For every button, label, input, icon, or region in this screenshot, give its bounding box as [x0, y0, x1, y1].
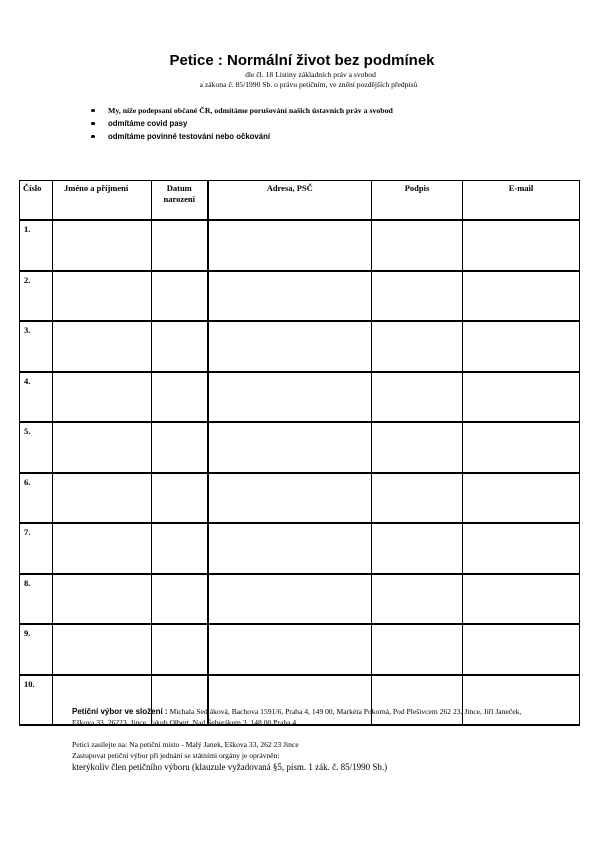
cell-address[interactable]	[208, 372, 372, 423]
cell-signature[interactable]	[372, 271, 463, 322]
table-row	[20, 220, 580, 271]
cell-email[interactable]	[463, 372, 580, 423]
cell-birthdate[interactable]	[152, 523, 208, 574]
column-header-signature: Podpis	[372, 181, 463, 221]
cell-email[interactable]	[463, 574, 580, 625]
table-row	[20, 624, 580, 675]
cell-number: 4.	[20, 372, 53, 423]
cell-name[interactable]	[53, 523, 152, 574]
cell-address[interactable]	[208, 624, 372, 675]
cell-address[interactable]	[208, 523, 372, 574]
column-header-address: Adresa, PSČ	[208, 181, 372, 221]
cell-name[interactable]	[53, 271, 152, 322]
cell-signature[interactable]	[372, 422, 463, 473]
any-member-note: kterýkoliv člen petičního výboru (klauzule vyžadovaná §5, písm. 1 zák. č. 85/1990 Sb.)	[72, 762, 388, 772]
column-header-number: Číslo	[20, 181, 53, 221]
table-row	[20, 574, 580, 625]
table-row	[20, 372, 580, 423]
cell-email[interactable]	[463, 271, 580, 322]
cell-number: 7.	[20, 523, 53, 574]
cell-address[interactable]	[208, 271, 372, 322]
cell-birthdate[interactable]	[152, 220, 208, 271]
page-title: Petice : Normální život bez podmínek	[169, 52, 435, 69]
column-header-name: Jméno a příjmení	[53, 181, 152, 221]
committee-label: Petiční výbor ve složení :	[72, 707, 168, 716]
subtitle-line-1: dle čl. 18 Listiny základních práv a svobod	[245, 70, 376, 79]
cell-signature[interactable]	[372, 321, 463, 372]
cell-address[interactable]	[208, 473, 372, 524]
cell-number: 2.	[20, 271, 53, 322]
petition-footer	[72, 707, 542, 773]
cell-signature[interactable]	[372, 574, 463, 625]
table-row	[20, 321, 580, 372]
representation-note: Zastupovat petiční výbor při jednání se státními orgány je oprávněn:	[72, 750, 280, 760]
cell-number: 3.	[20, 321, 53, 372]
cell-signature[interactable]	[372, 372, 463, 423]
cell-email[interactable]	[463, 321, 580, 372]
cell-email[interactable]	[463, 523, 580, 574]
table-row	[20, 422, 580, 473]
cell-name[interactable]	[53, 220, 152, 271]
cell-address[interactable]	[208, 220, 372, 271]
table-row	[20, 271, 580, 322]
cell-birthdate[interactable]	[152, 271, 208, 322]
cell-number: 5.	[20, 422, 53, 473]
cell-name[interactable]	[53, 574, 152, 625]
cell-number: 10.	[20, 675, 53, 726]
committee-members: Michala Sedláková, Bachova 1591/6, Praha 4, 149 00, Markéta Pokorná, Pod Plešivcem 262 23, Jince, Jiří Janeček, Eškova 33, 26223, Jince, Jakub Olbert, Nad Šeberákem 3, 148 00 Praha 4	[72, 707, 522, 727]
cell-birthdate[interactable]	[152, 422, 208, 473]
table-row	[20, 523, 580, 574]
demand-item: odmítáme covid pasy	[89, 117, 393, 130]
cell-name[interactable]	[53, 473, 152, 524]
cell-birthdate[interactable]	[152, 321, 208, 372]
cell-email[interactable]	[463, 473, 580, 524]
cell-birthdate[interactable]	[152, 372, 208, 423]
signature-table	[19, 180, 580, 726]
petition-demands-list	[89, 104, 393, 143]
cell-name[interactable]	[53, 422, 152, 473]
column-header-birthdate: Datum narození	[152, 181, 208, 221]
cell-name[interactable]	[53, 321, 152, 372]
cell-name[interactable]	[53, 624, 152, 675]
cell-birthdate[interactable]	[152, 473, 208, 524]
cell-signature[interactable]	[372, 220, 463, 271]
subtitle-line-2: a zákona č. 85/1990 Sb. o právu petičním, ve znění pozdějších předpisů	[199, 80, 418, 89]
cell-signature[interactable]	[372, 624, 463, 675]
demand-item: My, níže podepsaní občané ČR, odmítáme porušování našich ústavních práv a svobod	[89, 104, 393, 117]
table-row	[20, 473, 580, 524]
cell-address[interactable]	[208, 321, 372, 372]
cell-birthdate[interactable]	[152, 624, 208, 675]
column-header-email: E-mail	[463, 181, 580, 221]
cell-address[interactable]	[208, 422, 372, 473]
cell-number: 8.	[20, 574, 53, 625]
cell-number: 1.	[20, 220, 53, 271]
cell-number: 6.	[20, 473, 53, 524]
cell-signature[interactable]	[372, 523, 463, 574]
cell-address[interactable]	[208, 574, 372, 625]
document-header	[0, 52, 595, 90]
cell-name[interactable]	[53, 372, 152, 423]
demand-item: odmítáme povinné testování nebo očkování	[89, 130, 393, 143]
send-to-address: Petici zasílejte na: Na petiční místo - Malý Janek, Eškova 33, 262 23 Jince	[72, 740, 299, 749]
cell-birthdate[interactable]	[152, 574, 208, 625]
cell-signature[interactable]	[372, 473, 463, 524]
table-header-row	[20, 181, 580, 221]
cell-email[interactable]	[463, 422, 580, 473]
cell-email[interactable]	[463, 220, 580, 271]
cell-number: 9.	[20, 624, 53, 675]
cell-email[interactable]	[463, 624, 580, 675]
